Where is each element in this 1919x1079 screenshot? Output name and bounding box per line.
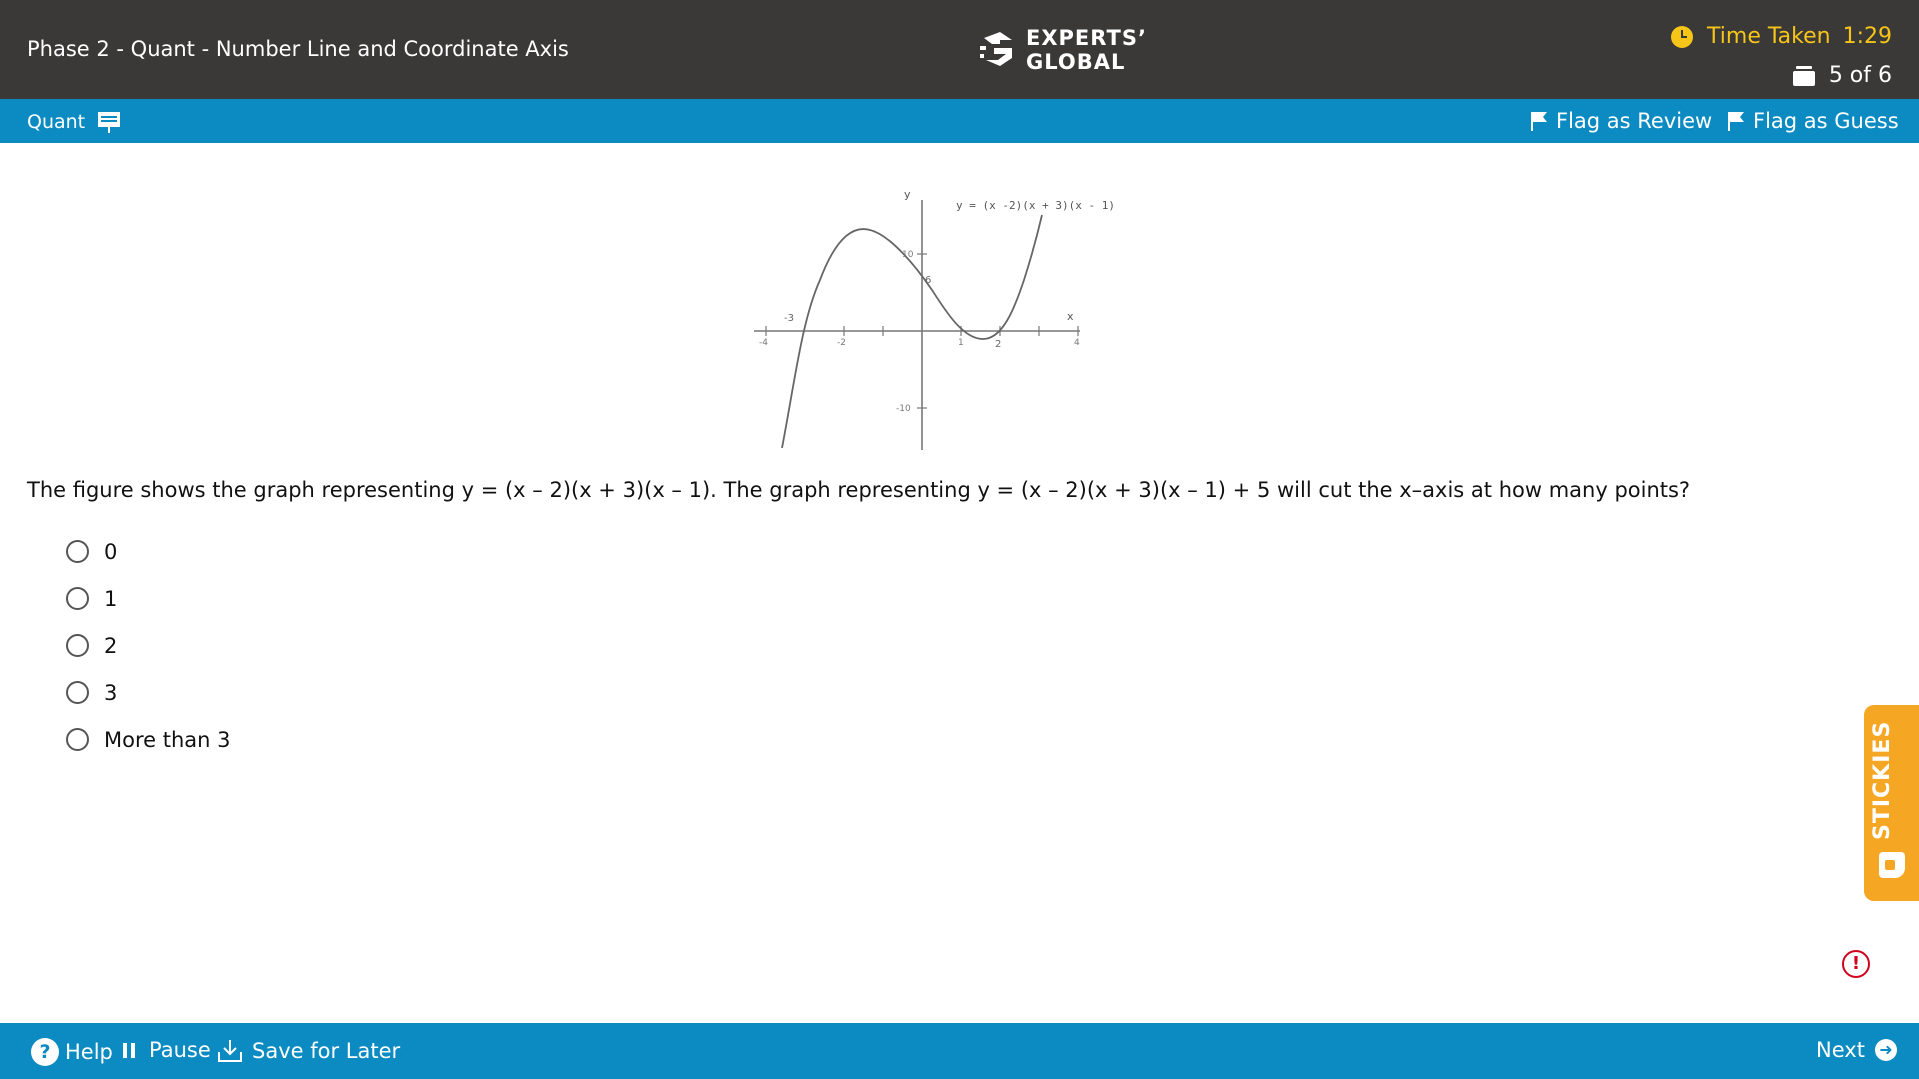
answer-option[interactable] bbox=[66, 528, 231, 575]
flag-as-guess-button[interactable] bbox=[1727, 109, 1899, 133]
logo-line-1: EXPERTS’ bbox=[1026, 26, 1147, 50]
answer-option[interactable] bbox=[66, 716, 231, 763]
whiteboard-icon[interactable] bbox=[97, 110, 121, 134]
answer-option-label: 3 bbox=[104, 680, 118, 705]
tick-label-neg4: -4 bbox=[759, 338, 768, 348]
bottom-toolbar bbox=[0, 1023, 1919, 1079]
flag-icon bbox=[1727, 111, 1745, 131]
section-label: Quant bbox=[27, 111, 86, 133]
section-bar bbox=[0, 99, 1919, 143]
x-axis-label: x bbox=[1067, 310, 1074, 323]
answer-options bbox=[66, 528, 231, 763]
question-progress-label: 5 of 6 bbox=[1828, 63, 1892, 88]
tick-label-10: 10 bbox=[902, 250, 914, 260]
clock-icon bbox=[1671, 26, 1693, 48]
flag-as-guess-label: Flag as Guess bbox=[1753, 109, 1899, 133]
flag-as-review-label: Flag as Review bbox=[1556, 109, 1713, 133]
help-label: Help bbox=[65, 1040, 113, 1064]
radio-button[interactable] bbox=[66, 587, 89, 610]
y-axis-label: y bbox=[904, 188, 911, 201]
top-header bbox=[0, 0, 1919, 99]
radio-button[interactable] bbox=[66, 728, 89, 751]
equation-label: y = (x -2)(x + 3)(x - 1) bbox=[956, 199, 1115, 212]
page-title: Phase 2 - Quant - Number Line and Coordinate Axis bbox=[27, 37, 569, 61]
help-icon: ? bbox=[31, 1038, 59, 1066]
question-text: The figure shows the graph representing y = (x – 2)(x + 3)(x – 1). The graph representing y = (x – 2)(x + 3)(x – 1) + 5 will cut the x–axis at how many points? bbox=[27, 478, 1691, 502]
answer-option[interactable] bbox=[66, 669, 231, 716]
tick-label-6: 6 bbox=[925, 275, 932, 286]
tick-label-neg2: -2 bbox=[837, 338, 846, 348]
radio-button[interactable] bbox=[66, 540, 89, 563]
time-taken-value: 1:29 bbox=[1842, 24, 1892, 49]
flag-icon bbox=[1530, 111, 1548, 131]
answer-option[interactable] bbox=[66, 575, 231, 622]
question-progress bbox=[1793, 63, 1892, 88]
answer-option[interactable] bbox=[66, 622, 231, 669]
arrow-right-icon: ➜ bbox=[1875, 1039, 1897, 1061]
time-taken bbox=[1671, 24, 1892, 49]
report-error-icon[interactable]: ! bbox=[1842, 950, 1870, 978]
answer-option-label: 0 bbox=[104, 539, 118, 564]
answer-option-label: 1 bbox=[104, 586, 118, 611]
next-label: Next bbox=[1816, 1038, 1865, 1062]
question-stack-icon bbox=[1793, 66, 1815, 86]
section-name bbox=[27, 110, 121, 134]
flag-as-review-button[interactable] bbox=[1530, 109, 1712, 133]
tick-label-neg10: -10 bbox=[896, 404, 911, 414]
logo-line-2: GLOBAL bbox=[1026, 50, 1126, 74]
radio-button[interactable] bbox=[66, 681, 89, 704]
logo-icon bbox=[978, 28, 1018, 72]
tick-label-2: 2 bbox=[995, 339, 1002, 350]
pause-label: Pause bbox=[149, 1038, 211, 1062]
cubic-graph-figure bbox=[740, 180, 1160, 455]
answer-option-label: More than 3 bbox=[104, 727, 231, 752]
tick-label-4: 4 bbox=[1074, 338, 1080, 348]
pause-icon bbox=[123, 1043, 139, 1058]
tick-label-1: 1 bbox=[958, 338, 964, 348]
radio-button[interactable] bbox=[66, 634, 89, 657]
stickies-tab[interactable] bbox=[1864, 705, 1919, 901]
tick-label-neg3: -3 bbox=[784, 313, 794, 324]
save-for-later-label: Save for Later bbox=[252, 1039, 401, 1063]
help-button[interactable] bbox=[31, 1038, 113, 1066]
stickies-label: STICKIES bbox=[1870, 720, 1895, 840]
experts-global-logo bbox=[978, 26, 1147, 74]
answer-option-label: 2 bbox=[104, 633, 118, 658]
download-icon bbox=[216, 1038, 244, 1064]
pause-button[interactable] bbox=[123, 1038, 211, 1062]
sticky-note-icon bbox=[1879, 852, 1905, 878]
next-button[interactable] bbox=[1816, 1038, 1897, 1062]
time-taken-label: Time Taken bbox=[1707, 24, 1831, 49]
save-for-later-button[interactable] bbox=[216, 1038, 400, 1064]
